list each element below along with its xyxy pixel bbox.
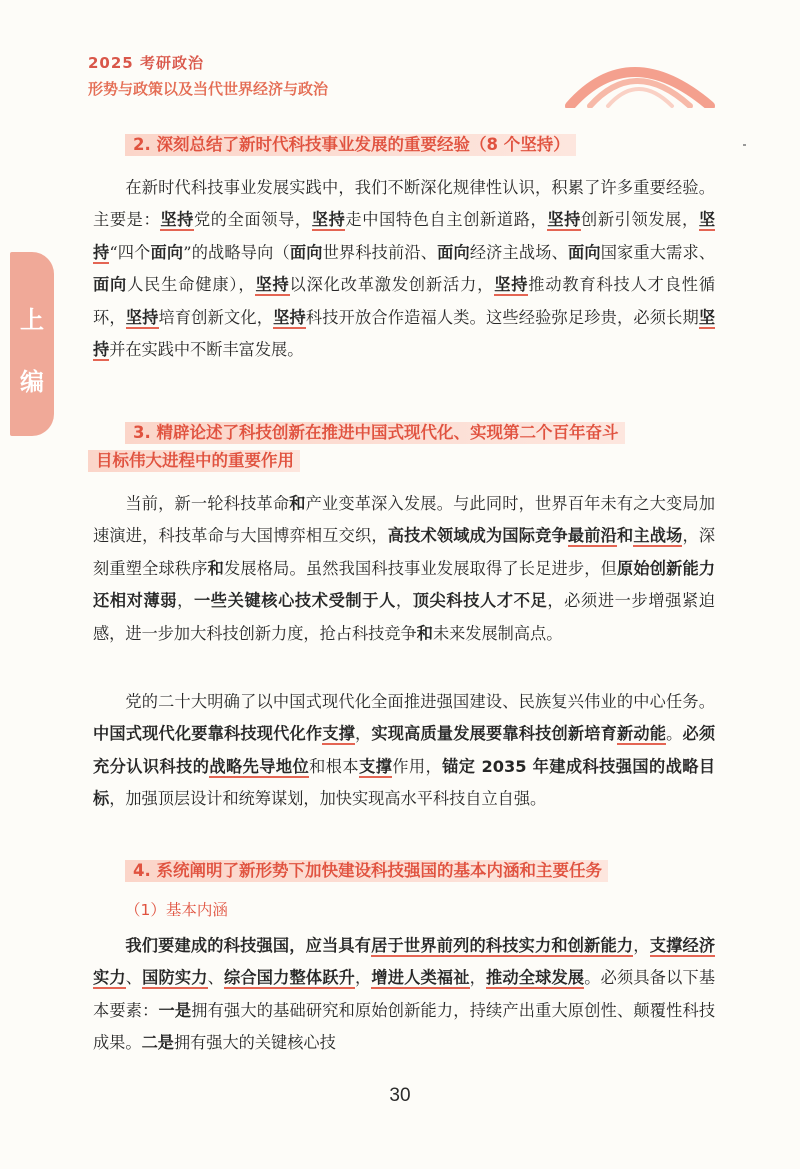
page-number: 30 (389, 1085, 411, 1106)
header-arc-decoration (560, 48, 720, 108)
section-3-paragraph-1: 当前，新一轮科技革命和产业变革深入发展。与此同时，世界百年未有之大变局加速演进，科技革命与大国博弈相互交织，高技术领域成为国际竞争最前沿和主战场，深刻重塑全球秩序和发展格局。虽然我国科技事业发展取得了长足进步，但原始创新能力还相对薄弱，一些关键核心技术受制于人，顶尖科技人才不足，必须进一步增强紧迫感，进一步加大科技创新力度，抢占科技竞争和未来发展制高点。 (93, 494, 716, 643)
side-tab (10, 252, 54, 436)
book-title: 2025 考研政治 (88, 54, 204, 72)
section-3-heading-text-2: 目标伟大进程中的重要作用 (88, 450, 300, 472)
section-2-heading (125, 130, 576, 160)
book-subtitle: 形势与政策以及当代世界经济与政治 (88, 80, 329, 98)
section-2-heading-text: 2. 深刻总结了新时代科技事业发展的重要经验（8 个坚持） (125, 134, 576, 156)
section-3-heading-line-2 (88, 446, 300, 476)
section-4-heading (125, 856, 608, 886)
side-tab-char-volume: 编 (20, 368, 44, 396)
section-4-subheading: （1）基本内涵 (125, 901, 228, 919)
section-3-heading-line-1 (125, 418, 625, 448)
side-tab-char-upper: 上 (20, 306, 44, 334)
section-3-paragraph-2: 党的二十大明确了以中国式现代化全面推进强国建设、民族复兴伟业的中心任务。中国式现代化要靠科技现代化作支撑，实现高质量发展要靠科技创新培育新动能。必须充分认识科技的战略先导地位和根本支撑作用，锚定 2035 年建成科技强国的战略目标，加强顶层设计和统筹谋划，加快实现高水平科技自立自强。 (93, 692, 716, 809)
section-2-paragraph: 在新时代科技事业发展实践中，我们不断深化规律性认识，积累了许多重要经验。主要是：坚持党的全面领导，坚持走中国特色自主创新道路，坚持创新引领发展，坚持“四个面向”的战略导向（面向世界科技前沿、面向经济主战场、面向国家重大需求、面向人民生命健康），坚持以深化改革激发创新活力，坚持推动教育科技人才良性循环，坚持培育创新文化，坚持科技开放合作造福人类。这些经验弥足珍贵，必须长期坚持并在实践中不断丰富发展。 (93, 178, 716, 360)
section-3-heading-text-1: 3. 精辟论述了科技创新在推进中国式现代化、实现第二个百年奋斗 (125, 422, 625, 444)
page-header (0, 0, 800, 120)
section-4-paragraph: 我们要建成的科技强国，应当具有居于世界前列的科技实力和创新能力，支撑经济实力、国防实力、综合国力整体跃升，增进人类福祉，推动全球发展。必须具备以下基本要素：一是拥有强大的基础研究和原始创新能力，持续产出重大原创性、颠覆性科技成果。二是拥有强大的关键核心技 (93, 936, 716, 1053)
speck (743, 144, 746, 146)
section-4-heading-text: 4. 系统阐明了新形势下加快建设科技强国的基本内涵和主要任务 (125, 860, 608, 882)
